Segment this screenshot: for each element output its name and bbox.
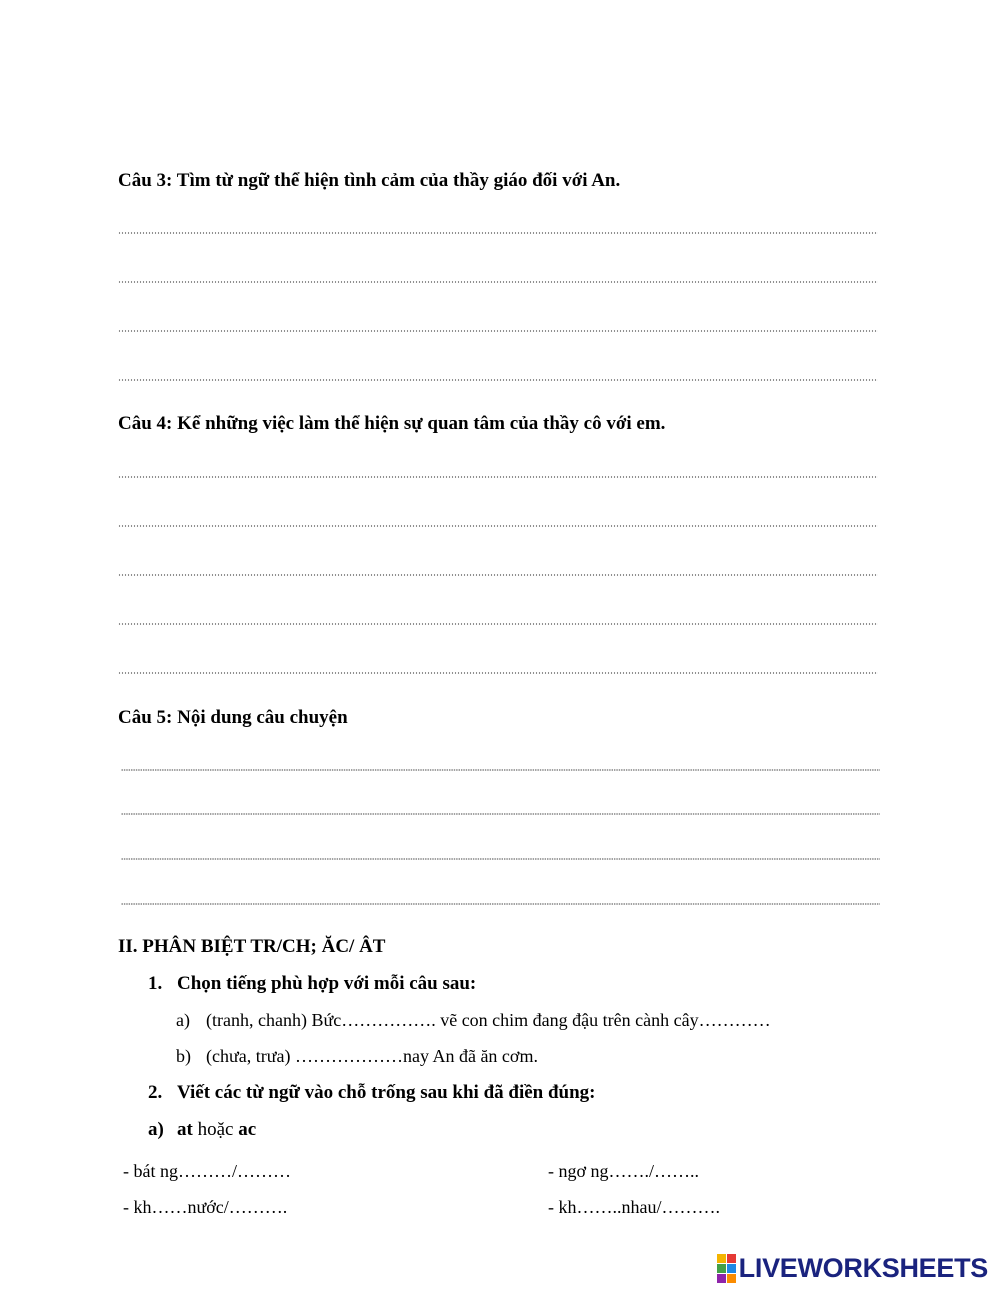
item-b-letter: b) — [176, 1046, 191, 1066]
logo-tile — [717, 1254, 726, 1263]
question-3-text: Tìm từ ngữ thể hiện tình cảm của thầy giáo đối với An. — [176, 170, 621, 191]
task-2-heading — [148, 1082, 596, 1104]
task-1-number: 1. — [148, 973, 163, 994]
item-a-letter: a) — [176, 1010, 190, 1030]
section-title: II. PHÂN BIỆT TR/CH; ĂC/ ÂT — [118, 936, 386, 957]
item-a-text: (tranh, chanh) Bức……………. vẽ con chim đang đậu trên cành cây………… — [206, 1010, 771, 1030]
question-3-label: Câu 3: — [118, 170, 173, 191]
question-4-text: Kể những việc làm thể hiện sự quan tâm của thầy cô với em. — [177, 413, 666, 434]
answer-line[interactable] — [118, 525, 878, 527]
task-2-text: Viết các từ ngữ vào chỗ trống sau khi đã điền đúng: — [177, 1082, 596, 1103]
sub-a-letter: a) — [148, 1119, 164, 1140]
answer-line[interactable] — [118, 232, 878, 234]
option-ac: ac — [238, 1119, 257, 1140]
task-2-sub-a — [148, 1119, 256, 1141]
liveworksheets-logo — [717, 1252, 988, 1284]
logo-text: LIVEWORKSHEETS — [738, 1252, 988, 1283]
answer-line[interactable] — [118, 281, 878, 283]
answer-line[interactable] — [118, 623, 878, 625]
answer-line[interactable] — [121, 769, 880, 771]
question-5 — [118, 707, 348, 729]
fill-word-2[interactable]: - ngơ ng……./…….. — [548, 1161, 700, 1181]
connector: hoặc — [192, 1119, 239, 1140]
task-1-heading — [148, 973, 476, 995]
option-at: at — [177, 1119, 193, 1140]
task-1-text: Chọn tiếng phù hợp với mỗi câu sau: — [177, 973, 477, 994]
logo-tile — [717, 1274, 726, 1283]
question-3 — [118, 170, 620, 192]
fill-word-4[interactable]: - kh……..nhau/………. — [548, 1197, 720, 1217]
logo-mark-icon — [717, 1254, 736, 1283]
question-5-label: Câu 5: — [118, 707, 173, 728]
answer-line[interactable] — [118, 476, 878, 478]
answer-line[interactable] — [121, 813, 880, 815]
logo-tile — [727, 1274, 736, 1283]
answer-line[interactable] — [118, 379, 878, 381]
fill-word-3[interactable]: - kh……nước/………. — [123, 1197, 288, 1217]
answer-line[interactable] — [118, 330, 878, 332]
answer-line[interactable] — [118, 574, 878, 576]
answer-line[interactable] — [121, 903, 880, 905]
logo-tile — [717, 1264, 726, 1273]
logo-tile — [727, 1264, 736, 1273]
answer-line[interactable] — [121, 858, 880, 860]
question-5-text: Nội dung câu chuyện — [177, 707, 348, 728]
question-4 — [118, 413, 665, 435]
logo-tile — [727, 1254, 736, 1263]
question-4-label: Câu 4: — [118, 413, 173, 434]
answer-line[interactable] — [118, 672, 878, 674]
task-1-item-a — [176, 1010, 771, 1031]
item-b-text: (chưa, trưa) ………………nay An đã ăn cơm. — [206, 1046, 538, 1066]
task-2-number: 2. — [148, 1082, 163, 1103]
fill-word-1[interactable]: - bát ng………/……… — [123, 1161, 291, 1181]
task-1-item-b — [176, 1046, 538, 1067]
